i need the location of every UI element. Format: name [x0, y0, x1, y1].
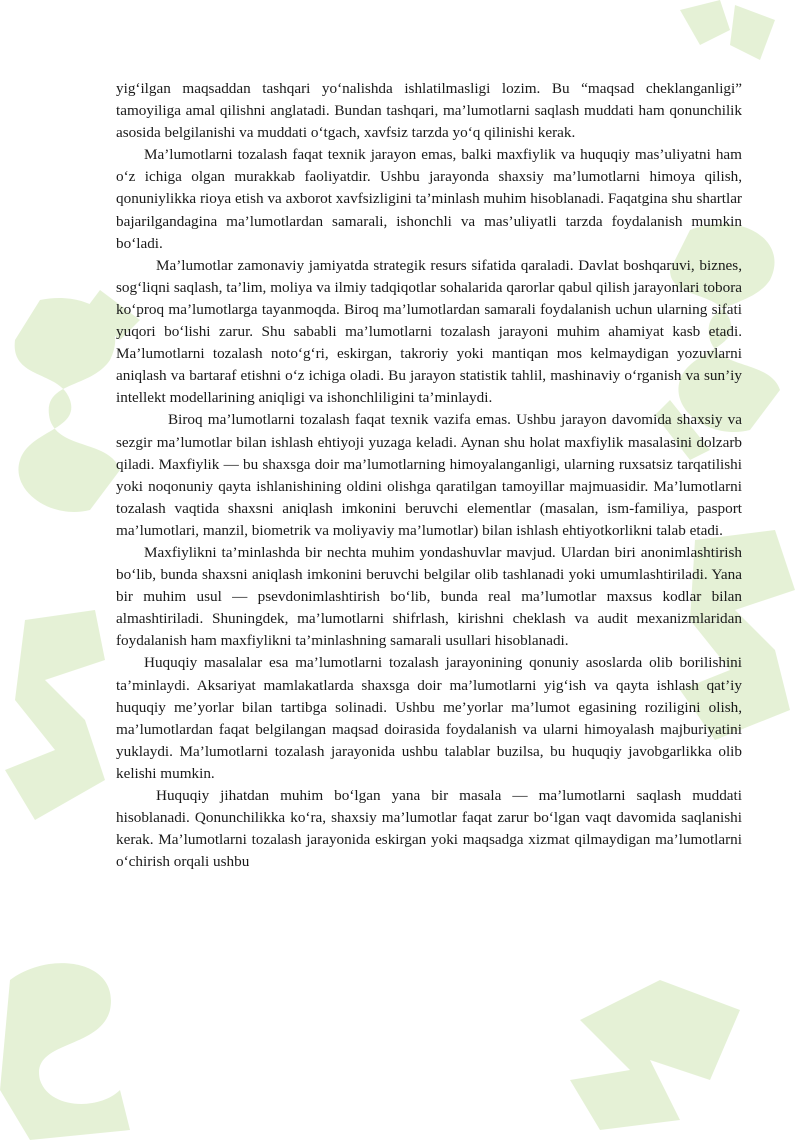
paragraph: Huquqiy jihatdan muhim bo‘lgan yana bir masala — ma’lumotlarni saqlash muddati hisoblanadi. Qonunchilikka ko‘ra, shaxsiy ma’lumotlar faqat zarur bo‘lgan vaqt davomida saqlanishi kerak. Ma’lumotlarni tozalash jarayonida eskirgan yoki maqsadga xizmat qilmaydigan ma’lumotlarni o‘chirish orqali ushbu — [116, 787, 742, 871]
paragraph: Ma’lumotlarni tozalash faqat texnik jarayon emas, balki maxfiylik va huquqiy mas’uliyatni ham o‘z ichiga olgan murakkab faoliyatdir. Ushbu jarayonda shaxsiy ma’lumotlarni himoya qilish, qonuniylikka rioya etish va axborot xavfsizligini ta’minlash muhim hisoblanadi. Faqatgina shu shartlar bajarilgandagina ma’lumotlardan samarali, ishonchli va mas’uliyatli tarzda foydalanish mumkin bo‘ladi. — [116, 146, 742, 252]
paragraph: Biroq ma’lumotlarni tozalash faqat texnik vazifa emas. Ushbu jarayon davomida shaxsiy va sezgir ma’lumotlar bilan ishlash ehtiyoji yuzaga keladi. Aynan shu holat maxfiylik masalasini dolzarb qiladi. Maxfiylik — bu shaxsga doir ma’lumotlarning himoyalanganligi, ularning ruxsatsiz tarqatilishi yoki noqonuniy qayta ishlanishining oldini olishga qaratilgan tamoyillar majmuasidir. Ma’lumotlarni tozalash vaqtida shaxsni aniqlash imkonini beruvchi elementlar (masalan, ism-familiya, pasport ma’lumotlari, manzil, biometrik va moliyaviy ma’lumotlar) bilan ishlash ehtiyotkorlikni talab etadi. — [116, 411, 742, 539]
paragraph: Ma’lumotlar zamonaviy jamiyatda strategik resurs sifatida qaraladi. Davlat boshqaruvi, biznes, sog‘liqni saqlash, ta’lim, moliya va ilmiy tadqiqotlar sohalarida qarorlar qabul qilish jarayonlari tobora ko‘proq ma’lumotlarga tayanmoqda. Biroq ma’lumotlardan samarali foydalanish uchun ularning sifati yuqori bo‘lishi zarur. Shu sababli ma’lumotlarni tozalash jarayoni muhim ahamiyat kasb etadi. Ma’lumotlarni tozalash noto‘g‘ri, eskirgan, takroriy yoki mantiqan mos kelmaydigan yozuvlarni aniqlash va bartaraf etishni o‘z ichiga oladi. Bu jarayon statistik tahlil, mashinaviy o‘rganish va sun’iy intellekt modellarining aniqligi va ishonchliligini ta’minlaydi. — [116, 256, 742, 407]
paragraph: yig‘ilgan maqsaddan tashqari yo‘nalishda ishlatilmasligi lozim. Bu “maqsad cheklanganligi” tamoyiliga amal qilishni anglatadi. Bundan tashqari, ma’lumotlarni saqlash muddati ham qonunchilik asosida belgilanishi va muddati o‘tgach, xavfsiz tarzda yo‘q qilinishi kerak. — [116, 80, 742, 142]
watermark-logo — [0, 600, 135, 830]
paragraph: Maxfiylikni ta’minlashda bir nechta muhim yondashuvlar mavjud. Ulardan biri anonimlashtirish bo‘lib, bunda shaxsni aniqlash imkonini beruvchi belgilar olib tashlanadi yoki umumlashtiriladi. Yana bir muhim usul — psevdonimlashtirish bo‘lib, bunda real ma’lumotlar maxsus kodlar bilan almashtiriladi. Shuningdek, ma’lumotlarni shifrlash, kirishni cheklash va audit mexanizmlaridan foydalanish ham maxfiylikni ta’minlashning samarali usullari hisoblanadi. — [116, 543, 742, 650]
paragraph: Huquqiy masalalar esa ma’lumotlarni tozalash jarayonining qonuniy asoslarda olib borilishini ta’minlaydi. Aksariyat mamlakatlarda shaxsga doir ma’lumotlarni yig‘ish va qayta ishlash qat’iy huquqiy me’yorlar bilan tartibga solinadi. Ushbu me’yorlar ma’lumot egasining roziligini olish, ma’lumotlardan faqat belgilangan maqsad doirasida foydalanish va ularni himoyalash majburiyatini yuklaydi. Ma’lumotlarni tozalash jarayonida ushbu talablar buzilsa, bu huquqiy javobgarlikka olib kelishi mumkin. — [116, 654, 742, 782]
watermark-logo — [560, 960, 760, 1140]
watermark-logo — [0, 940, 150, 1140]
document-body — [116, 78, 742, 873]
